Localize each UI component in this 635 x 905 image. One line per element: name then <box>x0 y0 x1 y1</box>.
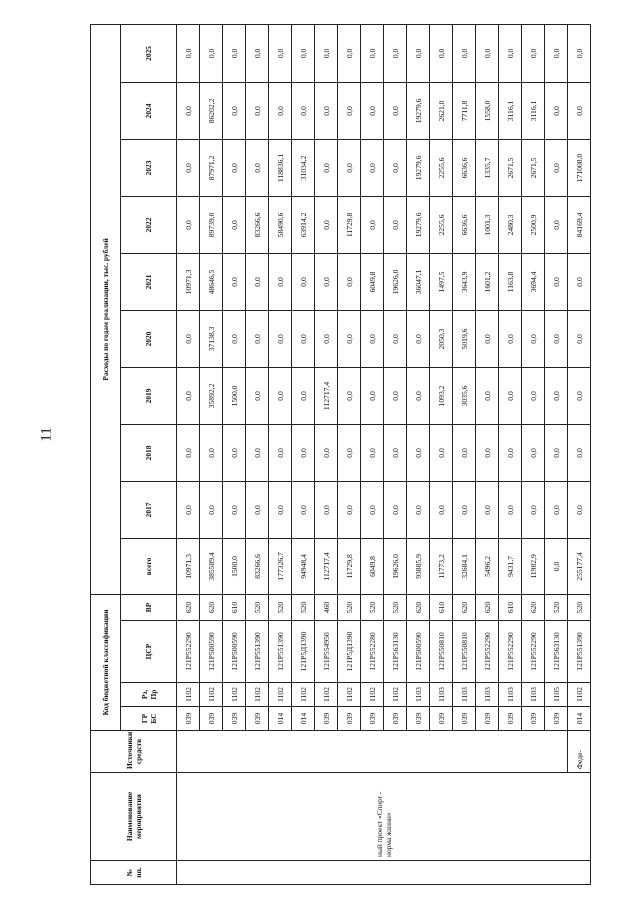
grbs-cell: 039 <box>338 707 361 731</box>
year-value-cell: 0,0 <box>315 139 338 196</box>
header-name: Наименование мероприятия <box>91 773 177 861</box>
rzpr-cell: 1105 <box>545 683 568 707</box>
year-value-cell: 0,0 <box>315 253 338 310</box>
year-value-cell: 0,0 <box>315 310 338 367</box>
year-value-cell: 0,0 <box>430 24 453 82</box>
vr-cell: 620 <box>177 594 200 620</box>
grbs-cell: 039 <box>223 707 246 731</box>
year-value-cell: 0,0 <box>223 82 246 139</box>
csr-cell: 121P551390 <box>568 621 591 683</box>
year-value-cell: 0,0 <box>246 367 269 424</box>
year-value-cell: 31034,2 <box>292 139 315 196</box>
year-value-cell: 0,0 <box>269 481 292 538</box>
vr-cell: 520 <box>338 594 361 620</box>
grbs-cell: 014 <box>269 707 292 731</box>
rzpr-cell: 1102 <box>246 683 269 707</box>
csr-cell: 121P500590 <box>407 621 430 683</box>
year-value-cell: 0,0 <box>522 24 545 82</box>
year-value-cell: 0,0 <box>246 253 269 310</box>
year-value-cell: 0,0 <box>338 82 361 139</box>
grbs-cell: 039 <box>200 707 223 731</box>
year-value-cell: 0,0 <box>545 310 568 367</box>
year-value-cell: 0,0 <box>499 481 522 538</box>
year-value-cell: 0,0 <box>246 24 269 82</box>
year-value-cell: 0,0 <box>384 196 407 253</box>
year-value-cell: 0,0 <box>269 310 292 367</box>
year-value-cell: 0,0 <box>545 196 568 253</box>
year-value-cell: 0,0 <box>453 424 476 481</box>
year-value-cell: 3035,6 <box>453 367 476 424</box>
year-value-cell: 3643,9 <box>453 253 476 310</box>
year-value-cell: 0,0 <box>177 24 200 82</box>
year-value-cell: 0,0 <box>453 24 476 82</box>
year-value-cell: 19626,0 <box>384 253 407 310</box>
csr-cell: 121P554950 <box>315 621 338 683</box>
year-value-cell: 5019,6 <box>453 310 476 367</box>
year-value-cell: 0,0 <box>499 424 522 481</box>
year-value-cell: 0,0 <box>568 24 591 82</box>
rzpr-cell: 1103 <box>522 683 545 707</box>
year-value-cell: 0,0 <box>453 481 476 538</box>
year-value-cell: 0,0 <box>315 481 338 538</box>
year-value-cell: 0,0 <box>522 310 545 367</box>
year-value-cell: 63914,2 <box>292 196 315 253</box>
grbs-cell: 039 <box>522 707 545 731</box>
total-cell: 6049,8 <box>361 538 384 594</box>
year-value-cell: 2255,6 <box>430 196 453 253</box>
csr-cell: 121P500590 <box>223 621 246 683</box>
year-value-cell: 0,0 <box>545 481 568 538</box>
year-value-cell: 0,0 <box>223 139 246 196</box>
grbs-cell: 039 <box>499 707 522 731</box>
year-value-cell: 0,0 <box>223 310 246 367</box>
grbs-cell: 039 <box>476 707 499 731</box>
total-cell: 0,0 <box>545 538 568 594</box>
project-name-cell: ный проект «Спорт - норма жизни» <box>177 773 591 861</box>
year-value-cell: 0,0 <box>292 253 315 310</box>
rzpr-cell: 1102 <box>384 683 407 707</box>
year-value-cell: 0,0 <box>177 424 200 481</box>
row-num-cell <box>177 861 591 885</box>
year-value-cell: 0,0 <box>430 481 453 538</box>
year-value-cell: 0,0 <box>200 24 223 82</box>
year-value-cell: 89739,0 <box>200 196 223 253</box>
header-year: 2024 <box>121 82 177 139</box>
year-value-cell: 0,0 <box>384 481 407 538</box>
year-value-cell: 1163,8 <box>499 253 522 310</box>
year-value-cell: 0,0 <box>269 24 292 82</box>
year-value-cell: 0,0 <box>292 82 315 139</box>
year-value-cell: 0,0 <box>568 481 591 538</box>
year-value-cell: 0,0 <box>384 367 407 424</box>
csr-cell: 121P551390 <box>246 621 269 683</box>
year-value-cell: 0,0 <box>568 82 591 139</box>
header-year: 2017 <box>121 481 177 538</box>
source-cell-federal: Феде- <box>568 731 591 773</box>
grbs-cell: 039 <box>384 707 407 731</box>
vr-cell: 620 <box>453 594 476 620</box>
vr-cell: 520 <box>568 594 591 620</box>
year-value-cell: 0,0 <box>200 481 223 538</box>
year-value-cell: 1001,3 <box>476 196 499 253</box>
csr-cell: 121P563130 <box>384 621 407 683</box>
year-value-cell: 0,0 <box>246 424 269 481</box>
source-cell <box>177 731 568 773</box>
csr-cell: 121P5Д1390 <box>338 621 361 683</box>
year-value-cell: 0,0 <box>223 253 246 310</box>
header-classification: Код бюджетной классификации <box>91 594 121 730</box>
year-value-cell: 19279,6 <box>407 82 430 139</box>
year-value-cell: 0,0 <box>545 82 568 139</box>
rzpr-cell: 1102 <box>568 683 591 707</box>
total-cell: 177326,7 <box>269 538 292 594</box>
vr-cell: 520 <box>361 594 384 620</box>
year-value-cell: 7711,8 <box>453 82 476 139</box>
year-value-cell: 0,0 <box>177 139 200 196</box>
rzpr-cell: 1102 <box>315 683 338 707</box>
year-value-cell: 0,0 <box>361 139 384 196</box>
rzpr-cell: 1103 <box>407 683 430 707</box>
header-vr: ВР <box>121 594 177 620</box>
year-value-cell: 6636,6 <box>453 139 476 196</box>
year-value-cell: 0,0 <box>384 82 407 139</box>
total-cell: 385589,4 <box>200 538 223 594</box>
vr-cell: 620 <box>407 594 430 620</box>
year-value-cell: 58490,6 <box>269 196 292 253</box>
year-value-cell: 0,0 <box>476 481 499 538</box>
year-value-cell: 37138,3 <box>200 310 223 367</box>
year-value-cell: 112717,4 <box>315 367 338 424</box>
year-value-cell: 171008,0 <box>568 139 591 196</box>
csr-cell: 121P500590 <box>200 621 223 683</box>
year-value-cell: 0,0 <box>568 253 591 310</box>
header-expenses: Расходы по годам реализации, тыс. рублей <box>91 24 121 594</box>
header-total: всего <box>121 538 177 594</box>
year-value-cell: 0,0 <box>545 24 568 82</box>
year-value-cell: 0,0 <box>246 481 269 538</box>
year-value-cell: 0,0 <box>545 367 568 424</box>
year-value-cell: 0,0 <box>522 481 545 538</box>
year-value-cell: 0,0 <box>384 310 407 367</box>
year-value-cell: 0,0 <box>246 139 269 196</box>
total-cell: 19626,0 <box>384 538 407 594</box>
year-value-cell: 83266,6 <box>246 196 269 253</box>
vr-cell: 620 <box>200 594 223 620</box>
total-cell: 9431,7 <box>499 538 522 594</box>
total-cell: 11982,9 <box>522 538 545 594</box>
year-value-cell: 0,0 <box>407 481 430 538</box>
year-value-cell: 0,0 <box>338 253 361 310</box>
year-value-cell: 0,0 <box>315 82 338 139</box>
grbs-cell: 039 <box>246 707 269 731</box>
rzpr-cell: 1103 <box>499 683 522 707</box>
header-year: 2025 <box>121 24 177 82</box>
header-year: 2019 <box>121 367 177 424</box>
year-value-cell: 0,0 <box>476 367 499 424</box>
grbs-cell: 039 <box>545 707 568 731</box>
year-value-cell: 0,0 <box>522 424 545 481</box>
year-value-cell: 0,0 <box>292 424 315 481</box>
year-value-cell: 19279,6 <box>407 196 430 253</box>
total-cell: 255177,4 <box>568 538 591 594</box>
year-value-cell: 0,0 <box>315 424 338 481</box>
header-year: 2023 <box>121 139 177 196</box>
year-value-cell: 0,0 <box>361 24 384 82</box>
year-value-cell: 10971,3 <box>177 253 200 310</box>
rzpr-cell: 1102 <box>223 683 246 707</box>
year-value-cell: 0,0 <box>545 424 568 481</box>
total-cell: 83266,6 <box>246 538 269 594</box>
year-value-cell: 0,0 <box>269 424 292 481</box>
year-value-cell: 0,0 <box>338 24 361 82</box>
grbs-cell: 039 <box>177 707 200 731</box>
total-cell: 94948,4 <box>292 538 315 594</box>
year-value-cell: 3116,1 <box>522 82 545 139</box>
year-value-cell: 0,0 <box>200 424 223 481</box>
year-value-cell: 0,0 <box>269 82 292 139</box>
year-value-cell: 6636,6 <box>453 196 476 253</box>
year-value-cell: 0,0 <box>338 139 361 196</box>
csr-cell: 121P5Д1390 <box>292 621 315 683</box>
table-body <box>177 24 591 884</box>
year-value-cell: 0,0 <box>361 367 384 424</box>
year-value-cell: 0,0 <box>568 367 591 424</box>
year-value-cell: 11729,8 <box>338 196 361 253</box>
year-value-cell: 0,0 <box>315 24 338 82</box>
header-year: 2018 <box>121 424 177 481</box>
year-value-cell: 0,0 <box>338 367 361 424</box>
vr-cell: 620 <box>522 594 545 620</box>
year-value-cell: 1601,2 <box>476 253 499 310</box>
year-value-cell: 0,0 <box>223 424 246 481</box>
total-cell: 5496,2 <box>476 538 499 594</box>
csr-cell: 121P552290 <box>476 621 499 683</box>
csr-cell: 121P552290 <box>177 621 200 683</box>
total-cell: 10971,3 <box>177 538 200 594</box>
year-value-cell: 19279,6 <box>407 139 430 196</box>
year-value-cell: 1558,0 <box>476 82 499 139</box>
header-grbs: ГР БС <box>121 707 177 731</box>
rzpr-cell: 1103 <box>476 683 499 707</box>
grbs-cell: 039 <box>315 707 338 731</box>
year-value-cell: 0,0 <box>177 310 200 367</box>
year-value-cell: 84169,4 <box>568 196 591 253</box>
year-value-cell: 0,0 <box>223 481 246 538</box>
year-value-cell: 2671,5 <box>499 139 522 196</box>
rzpr-cell: 1103 <box>430 683 453 707</box>
csr-cell: 121P563130 <box>545 621 568 683</box>
year-value-cell: 0,0 <box>361 196 384 253</box>
year-value-cell: 0,0 <box>361 310 384 367</box>
year-value-cell: 0,0 <box>568 424 591 481</box>
table-row <box>568 24 591 884</box>
year-value-cell: 0,0 <box>568 310 591 367</box>
year-value-cell: 0,0 <box>223 24 246 82</box>
year-value-cell: 2621,0 <box>430 82 453 139</box>
vr-cell: 520 <box>545 594 568 620</box>
vr-cell: 460 <box>315 594 338 620</box>
year-value-cell: 86202,2 <box>200 82 223 139</box>
total-cell: 93885,9 <box>407 538 430 594</box>
year-value-cell: 87971,2 <box>200 139 223 196</box>
year-value-cell: 2050,3 <box>430 310 453 367</box>
year-value-cell: 0,0 <box>407 24 430 82</box>
year-value-cell: 2480,3 <box>499 196 522 253</box>
year-value-cell: 1093,2 <box>430 367 453 424</box>
header-year: 2021 <box>121 253 177 310</box>
header-year: 2022 <box>121 196 177 253</box>
year-value-cell: 0,0 <box>315 196 338 253</box>
year-value-cell: 0,0 <box>384 24 407 82</box>
year-value-cell: 0,0 <box>476 310 499 367</box>
year-value-cell: 0,0 <box>269 253 292 310</box>
year-value-cell: 0,0 <box>177 481 200 538</box>
vr-cell: 620 <box>476 594 499 620</box>
year-value-cell: 0,0 <box>407 367 430 424</box>
vr-cell: 520 <box>292 594 315 620</box>
year-value-cell: 0,0 <box>407 310 430 367</box>
year-value-cell: 0,0 <box>476 424 499 481</box>
header-csr: ЦСР <box>121 621 177 683</box>
total-cell: 1500,0 <box>223 538 246 594</box>
vr-cell: 610 <box>223 594 246 620</box>
year-value-cell: 0,0 <box>545 139 568 196</box>
year-value-cell: 1335,7 <box>476 139 499 196</box>
vr-cell: 520 <box>384 594 407 620</box>
year-value-cell: 0,0 <box>292 481 315 538</box>
csr-cell: 121P552280 <box>361 621 384 683</box>
year-value-cell: 0,0 <box>407 424 430 481</box>
vr-cell: 610 <box>499 594 522 620</box>
year-value-cell: 0,0 <box>499 310 522 367</box>
year-value-cell: 3116,1 <box>499 82 522 139</box>
year-value-cell: 1497,5 <box>430 253 453 310</box>
grbs-cell: 039 <box>430 707 453 731</box>
year-value-cell: 0,0 <box>292 310 315 367</box>
year-value-cell: 3694,4 <box>522 253 545 310</box>
year-value-cell: 0,0 <box>522 367 545 424</box>
header-year: 2020 <box>121 310 177 367</box>
total-cell: 32684,1 <box>453 538 476 594</box>
rzpr-cell: 1103 <box>453 683 476 707</box>
table-row <box>177 24 200 884</box>
header-source: Источники средств <box>91 731 177 773</box>
year-value-cell: 0,0 <box>430 424 453 481</box>
budget-table <box>90 24 591 885</box>
year-value-cell: 118836,1 <box>269 139 292 196</box>
header-num: № пп. <box>91 861 177 885</box>
vr-cell: 520 <box>269 594 292 620</box>
year-value-cell: 2671,5 <box>522 139 545 196</box>
year-value-cell: 0,0 <box>269 367 292 424</box>
csr-cell: 121P552290 <box>499 621 522 683</box>
year-value-cell: 0,0 <box>223 196 246 253</box>
grbs-cell: 039 <box>361 707 384 731</box>
total-cell: 11729,8 <box>338 538 361 594</box>
year-value-cell: 0,0 <box>177 196 200 253</box>
page-number: 11 <box>38 427 55 442</box>
year-value-cell: 0,0 <box>292 367 315 424</box>
csr-cell: 121P550810 <box>453 621 476 683</box>
header-rzpr: Рз, Пр <box>121 683 177 707</box>
year-value-cell: 0,0 <box>499 24 522 82</box>
year-value-cell: 2500,9 <box>522 196 545 253</box>
year-value-cell: 0,0 <box>338 481 361 538</box>
year-value-cell: 0,0 <box>476 24 499 82</box>
year-value-cell: 2255,6 <box>430 139 453 196</box>
year-value-cell: 36047,1 <box>407 253 430 310</box>
rzpr-cell: 1102 <box>177 683 200 707</box>
csr-cell: 121P551390 <box>269 621 292 683</box>
csr-cell: 121P552290 <box>522 621 545 683</box>
year-value-cell: 35892,2 <box>200 367 223 424</box>
total-cell: 112717,4 <box>315 538 338 594</box>
grbs-cell: 039 <box>407 707 430 731</box>
year-value-cell: 0,0 <box>177 82 200 139</box>
year-value-cell: 0,0 <box>384 139 407 196</box>
year-value-cell: 48646,5 <box>200 253 223 310</box>
year-value-cell: 0,0 <box>361 424 384 481</box>
vr-cell: 610 <box>430 594 453 620</box>
total-cell: 11773,2 <box>430 538 453 594</box>
vr-cell: 520 <box>246 594 269 620</box>
year-value-cell: 6049,8 <box>361 253 384 310</box>
year-value-cell: 0,0 <box>292 24 315 82</box>
year-value-cell: 1500,0 <box>223 367 246 424</box>
rzpr-cell: 1102 <box>338 683 361 707</box>
grbs-cell: 039 <box>453 707 476 731</box>
year-value-cell: 0,0 <box>361 82 384 139</box>
rzpr-cell: 1102 <box>269 683 292 707</box>
year-value-cell: 0,0 <box>246 310 269 367</box>
year-value-cell: 0,0 <box>177 367 200 424</box>
rzpr-cell: 1102 <box>292 683 315 707</box>
grbs-cell: 014 <box>292 707 315 731</box>
year-value-cell: 0,0 <box>361 481 384 538</box>
year-value-cell: 0,0 <box>338 424 361 481</box>
rzpr-cell: 1102 <box>200 683 223 707</box>
rzpr-cell: 1102 <box>361 683 384 707</box>
year-value-cell: 0,0 <box>384 424 407 481</box>
year-value-cell: 0,0 <box>545 253 568 310</box>
year-value-cell: 0,0 <box>338 310 361 367</box>
grbs-cell: 014 <box>568 707 591 731</box>
budget-table-sheet <box>90 25 584 885</box>
year-value-cell: 0,0 <box>499 367 522 424</box>
year-value-cell: 0,0 <box>246 82 269 139</box>
csr-cell: 121P550810 <box>430 621 453 683</box>
